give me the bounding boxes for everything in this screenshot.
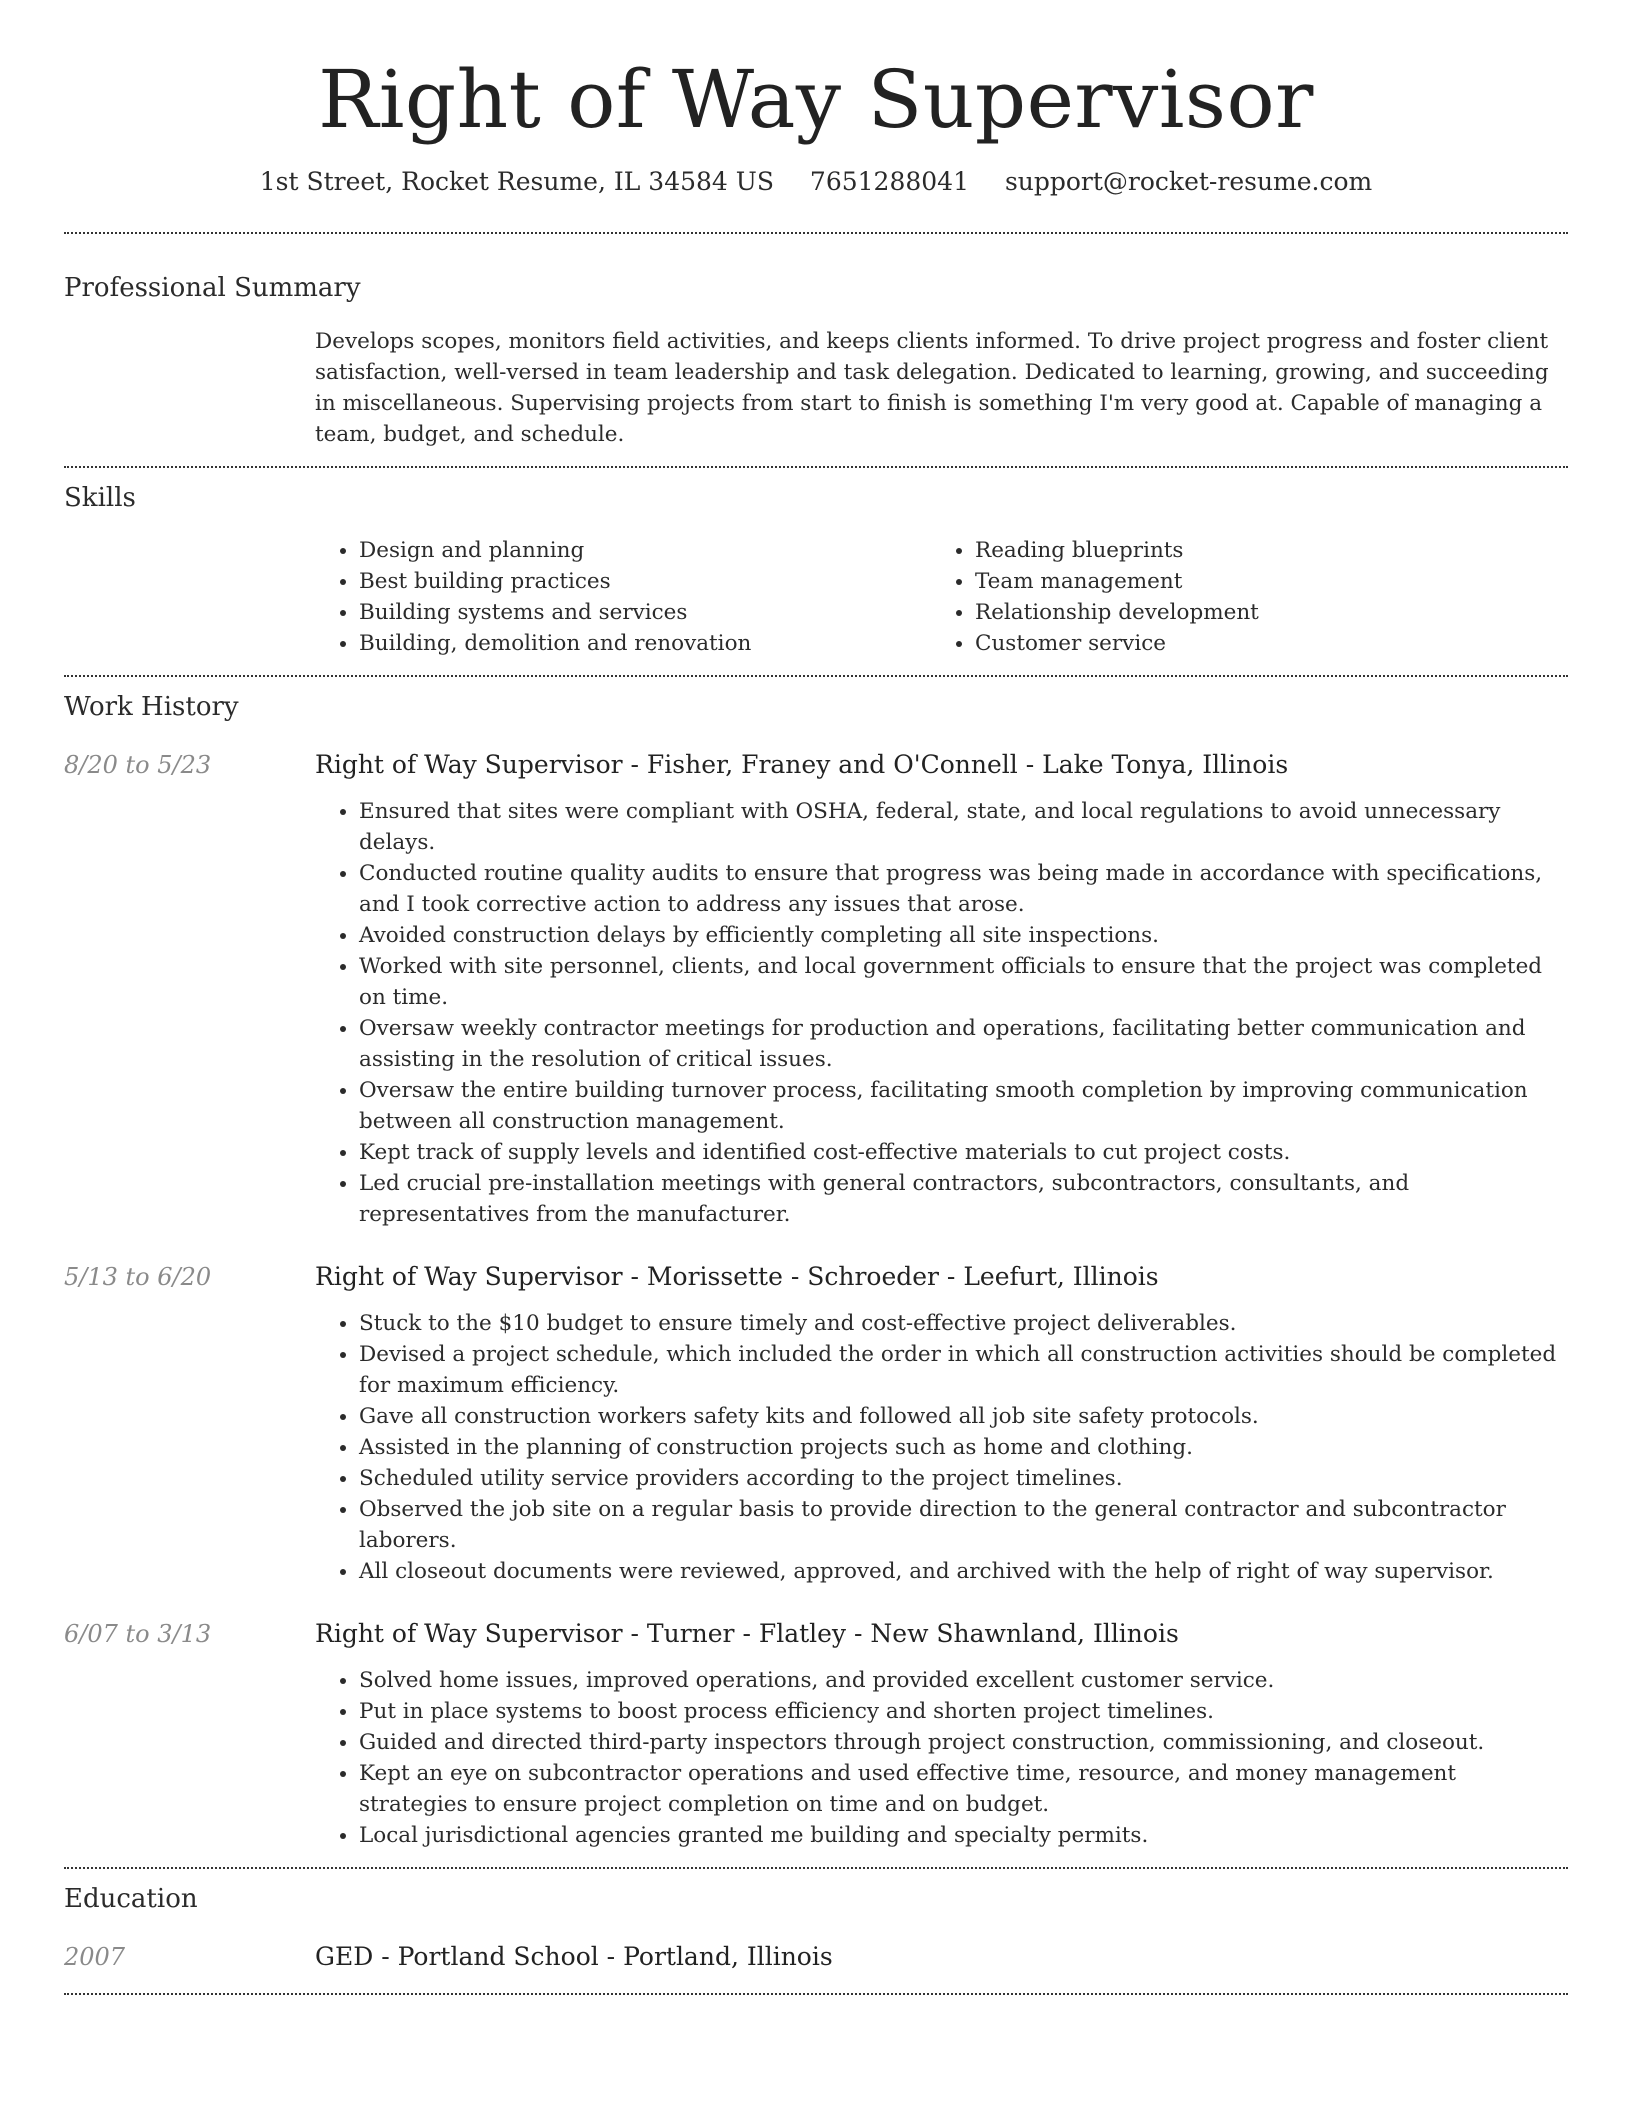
- job-bullet: • Led crucial pre-installation meetings with general contractors, subcontractors, consultants, and representatives from the manufacturer.: [359, 1168, 1568, 1230]
- job-bullet: • Kept track of supply levels and identified cost-effective materials to cut project costs.: [359, 1137, 1568, 1168]
- contact-email: support@rocket-resume.com: [1004, 167, 1373, 196]
- job-dates: 6/07 to 3/13: [64, 1620, 212, 1648]
- job-bullet: • Gave all construction workers safety kits and followed all job site safety protocols.: [359, 1401, 1568, 1432]
- job-bullet: • Conducted routine quality audits to ensure that progress was being made in accordance with specifications, and I took corrective action to address any issues that arose.: [359, 858, 1568, 920]
- job-bullet: • Ensured that sites were compliant with OSHA, federal, state, and local regulations to avoid unnecessary delays.: [359, 796, 1568, 858]
- skill-item: • Design and planning: [359, 535, 931, 566]
- job-bullet: • Oversaw weekly contractor meetings for production and operations, facilitating better communication and assisting in the resolution of critical issues.: [359, 1013, 1568, 1075]
- contact-address: 1st Street, Rocket Resume, IL 34584 US: [259, 167, 774, 196]
- summary-body: [315, 326, 1568, 450]
- divider: [64, 1993, 1568, 1995]
- skill-item: • Relationship development: [975, 597, 1547, 628]
- job-bullet: • Local jurisdictional agencies granted me building and specialty permits.: [359, 1820, 1568, 1851]
- skill-item: • Building, demolition and renovation: [359, 628, 931, 659]
- education-section: [64, 1882, 1568, 1974]
- skills-heading: Skills: [64, 483, 136, 513]
- divider: [64, 466, 1568, 468]
- job-heading: Right of Way Supervisor - Turner - Flatley - New Shawnland, Illinois: [315, 1619, 1179, 1648]
- skills-column-left: [315, 535, 931, 659]
- job-bullet: • All closeout documents were reviewed, approved, and archived with the help of right of way supervisor.: [359, 1556, 1568, 1587]
- job-heading: Right of Way Supervisor - Morissette - Schroeder - Leefurt, Illinois: [315, 1262, 1159, 1291]
- job-bullet: • Scheduled utility service providers according to the project timelines.: [359, 1463, 1568, 1494]
- job-bullet: • Stuck to the $10 budget to ensure timely and cost-effective project deliverables.: [359, 1308, 1568, 1339]
- skill-item: • Customer service: [975, 628, 1547, 659]
- job-bullet: • Put in place systems to boost process efficiency and shorten project timelines.: [359, 1696, 1568, 1727]
- job-bullets: [315, 1665, 1568, 1851]
- divider: [64, 232, 1568, 234]
- job-entry: [64, 748, 1568, 1230]
- job-bullets: [315, 796, 1568, 1230]
- work-heading: Work History: [64, 692, 239, 722]
- job-bullet: • Assisted in the planning of construction projects such as home and clothing.: [359, 1432, 1568, 1463]
- job-bullet: • Guided and directed third-party inspectors through project construction, commissioning, and closeout.: [359, 1727, 1568, 1758]
- candidate-name: Right of Way Supervisor: [318, 53, 1314, 146]
- job-bullet: • Observed the job site on a regular basis to provide direction to the general contractor and subcontractor laborers.: [359, 1494, 1568, 1556]
- work-section: [64, 690, 1568, 1851]
- resume-page: [64, 0, 1568, 1995]
- education-entry: [64, 1940, 1568, 1974]
- job-heading: Right of Way Supervisor - Fisher, Franey and O'Connell - Lake Tonya, Illinois: [315, 750, 1289, 779]
- job-bullets: [315, 1308, 1568, 1587]
- job-bullet: • Kept an eye on subcontractor operations and used effective time, resource, and money management strategies to ensure project completion on time and on budget.: [359, 1758, 1568, 1820]
- contact-phone: 7651288041: [809, 167, 969, 196]
- job-bullet: • Avoided construction delays by efficiently completing all site inspections.: [359, 920, 1568, 951]
- skill-item: • Building systems and services: [359, 597, 931, 628]
- divider: [64, 675, 1568, 677]
- skill-item: • Reading blueprints: [975, 535, 1547, 566]
- education-heading: Education: [64, 1884, 198, 1914]
- job-entry: [64, 1260, 1568, 1587]
- divider: [64, 1867, 1568, 1869]
- job-bullet: • Oversaw the entire building turnover process, facilitating smooth completion by improving communication between all construction management.: [359, 1075, 1568, 1137]
- skill-item: • Team management: [975, 566, 1547, 597]
- skills-column-right: [931, 535, 1547, 659]
- skills-section: [64, 481, 1568, 659]
- contact-line: [64, 162, 1568, 202]
- skill-item: • Best building practices: [359, 566, 931, 597]
- summary-text: Develops scopes, monitors field activities, and keeps clients informed. To drive project progress and foster client satisfaction, well-versed in team leadership and task delegation. Dedicated to learning, growing, and succeeding in miscellaneous. Supervising projects from start to finish is something I'm very good at. Capable of managing a team, budget, and schedule.: [315, 329, 1549, 447]
- skills-list: [315, 535, 1568, 659]
- education-year: 2007: [64, 1943, 126, 1971]
- job-entry: [64, 1617, 1568, 1851]
- job-bullet: • Devised a project schedule, which included the order in which all construction activities should be completed for maximum efficiency.: [359, 1339, 1568, 1401]
- job-dates: 5/13 to 6/20: [64, 1263, 212, 1291]
- education-degree: GED - Portland School - Portland, Illinois: [315, 1942, 833, 1971]
- job-dates: 8/20 to 5/23: [64, 751, 212, 779]
- summary-heading: Professional Summary: [64, 273, 361, 303]
- job-bullet: • Solved home issues, improved operations, and provided excellent customer service.: [359, 1665, 1568, 1696]
- summary-section: [64, 271, 1568, 450]
- job-bullet: • Worked with site personnel, clients, and local government officials to ensure that the project was completed on time.: [359, 951, 1568, 1013]
